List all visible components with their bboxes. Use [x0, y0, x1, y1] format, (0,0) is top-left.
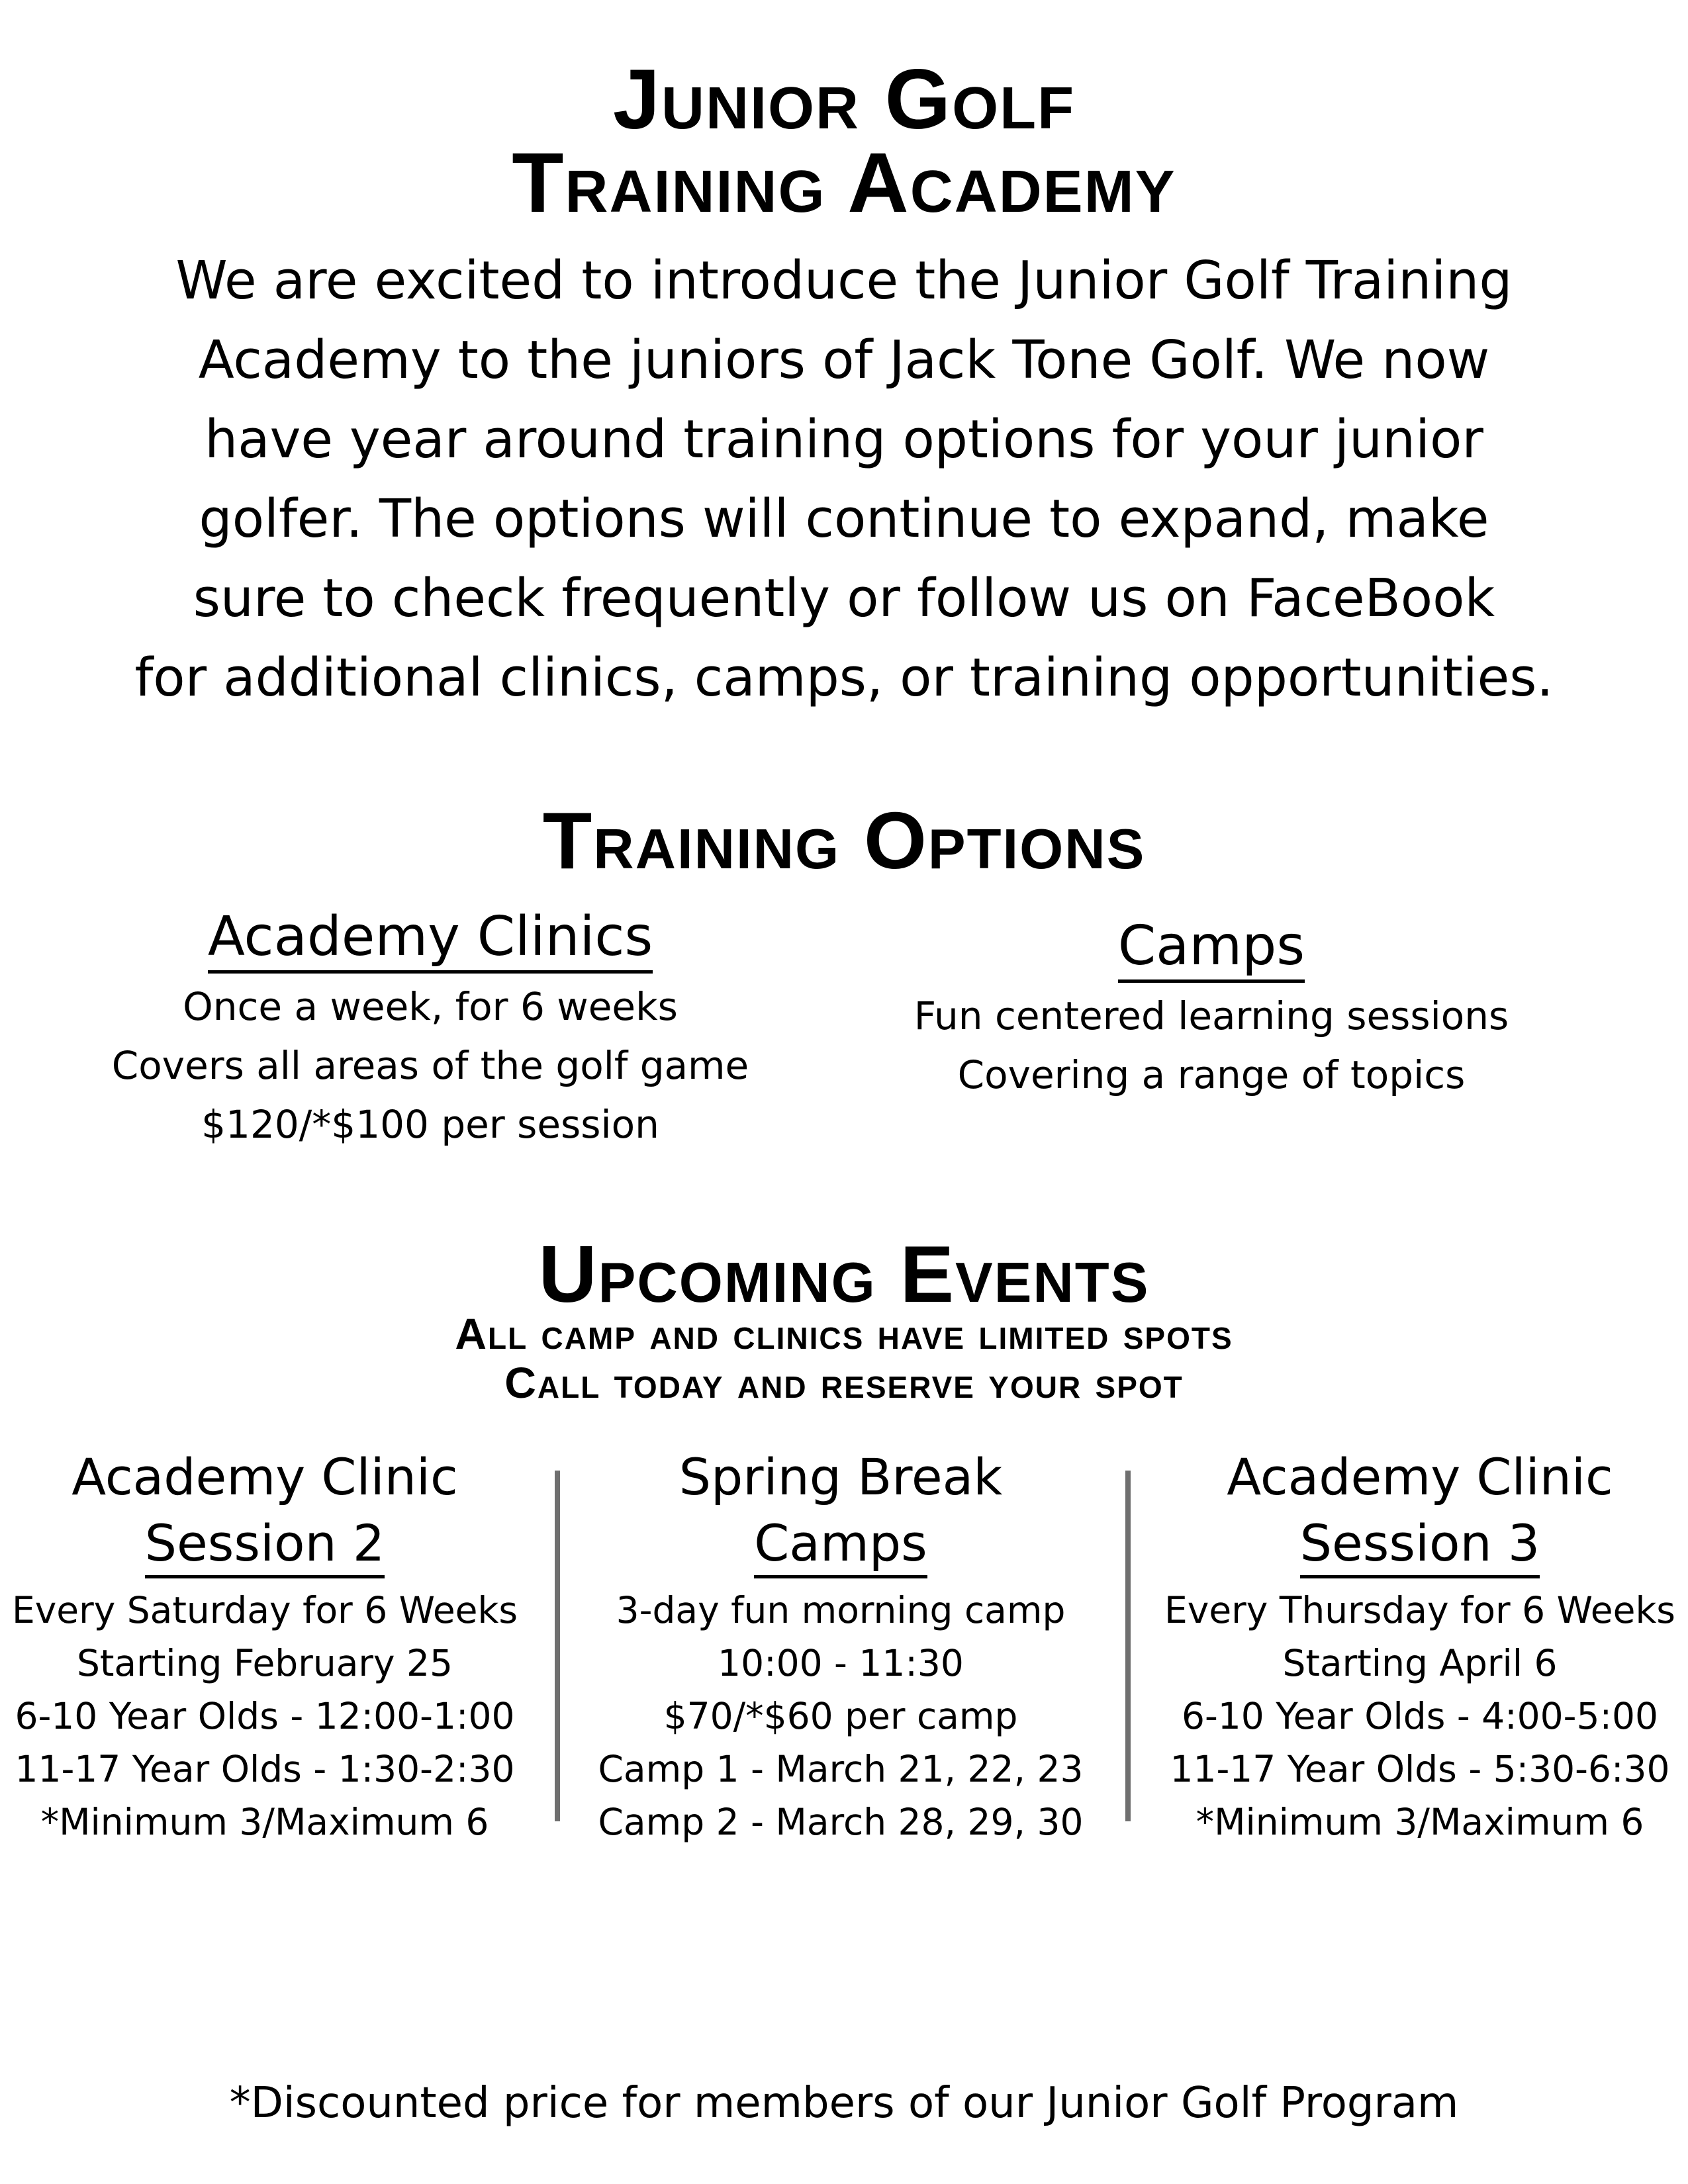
camps-title: Camps [1118, 913, 1305, 983]
event-detail-line: Camp 2 - March 28, 29, 30 [598, 1801, 1084, 1843]
option-line: Once a week, for 6 weeks [183, 984, 678, 1029]
intro-line: sure to check frequently or follow us on FaceBook [193, 568, 1495, 629]
event-title-line-2: Session 3 [1300, 1512, 1540, 1578]
event-detail-line: 6-10 Year Olds - 4:00-5:00 [1181, 1695, 1659, 1737]
intro-paragraph [93, 241, 1595, 717]
page-title-line-2: Training Academy [512, 136, 1176, 230]
intro-line: golfer. The options will continue to expand, make [199, 488, 1489, 549]
option-line: Fun centered learning sessions [914, 993, 1509, 1038]
academy-clinics-option [79, 904, 781, 1154]
camps-option [874, 913, 1549, 1105]
event-academy-clinic-session-3 [1152, 1443, 1688, 1848]
event-title-line-2: Session 2 [145, 1512, 385, 1578]
event-detail-line: Every Thursday for 6 Weeks [1164, 1589, 1675, 1631]
event-detail-line: 10:00 - 11:30 [718, 1642, 964, 1684]
event-detail-line: 11-17 Year Olds - 5:30-6:30 [1170, 1748, 1670, 1790]
academy-clinics-title: Academy Clinics [208, 904, 653, 974]
option-line: Covers all areas of the golf game [111, 1043, 749, 1088]
training-options-heading: Training Options [542, 796, 1146, 886]
event-detail-line: 3-day fun morning camp [616, 1589, 1066, 1631]
event-detail-line: *Minimum 3/Maximum 6 [40, 1801, 489, 1843]
event-title-line-1: Spring Break [679, 1447, 1003, 1506]
event-spring-break-camps [576, 1443, 1105, 1848]
discount-footnote: *Discounted price for members of our Junior Golf Program [229, 2079, 1459, 2128]
event-detail-line: 6-10 Year Olds - 12:00-1:00 [15, 1695, 515, 1737]
intro-line: Academy to the juniors of Jack Tone Golf. We now [198, 330, 1490, 390]
event-detail-line: Starting April 6 [1282, 1642, 1558, 1684]
intro-line: for additional clinics, camps, or training opportunities. [134, 647, 1554, 708]
upcoming-events-heading: Upcoming Events [538, 1229, 1150, 1319]
event-detail-line: $70/*$60 per camp [663, 1695, 1018, 1737]
subheading-line-2: Call today and reserve your spot [504, 1358, 1184, 1407]
event-title-line-1: Academy Clinic [1227, 1447, 1613, 1506]
column-divider [555, 1471, 560, 1821]
event-detail-line: Every Saturday for 6 Weeks [11, 1589, 518, 1631]
subheading-line-1: All camp and clinics have limited spots [455, 1309, 1233, 1358]
event-detail-line: Camp 1 - March 21, 22, 23 [598, 1748, 1084, 1790]
event-detail-line: Starting February 25 [76, 1642, 453, 1684]
event-title-line-2: Camps [754, 1512, 927, 1578]
intro-line: We are excited to introduce the Junior Golf Training [175, 250, 1513, 311]
option-line: $120/*$100 per session [201, 1102, 659, 1147]
event-title-line-1: Academy Clinic [71, 1447, 458, 1506]
page-title [0, 52, 1688, 230]
intro-line: have year around training options for your junior [205, 409, 1483, 470]
option-line: Covering a range of topics [957, 1052, 1466, 1097]
upcoming-events-subheading [0, 1309, 1688, 1407]
event-detail-line: 11-17 Year Olds - 1:30-2:30 [15, 1748, 515, 1790]
column-divider [1125, 1471, 1131, 1821]
event-detail-line: *Minimum 3/Maximum 6 [1196, 1801, 1644, 1843]
page-title-line-1: Junior Golf [612, 52, 1076, 147]
event-academy-clinic-session-2 [0, 1443, 530, 1848]
